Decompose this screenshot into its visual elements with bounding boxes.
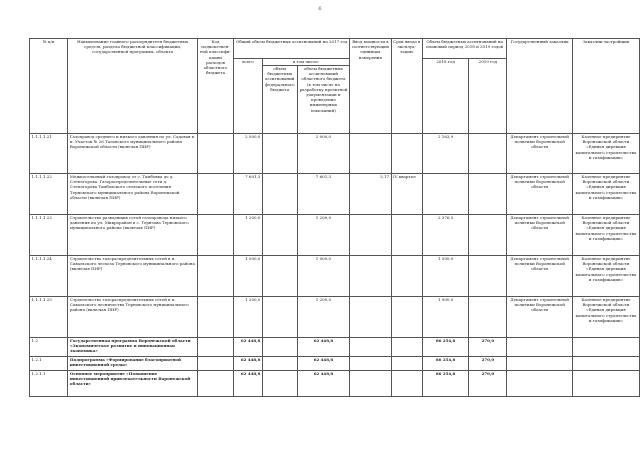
row-name: Подпрограмма «Формирование благоприятной инвестиционной среды»	[68, 357, 197, 371]
hdr-fed: объем бюджетных ассигнований федерального бюджета	[262, 66, 297, 134]
row-reg: 62 448,8	[297, 357, 350, 371]
row-fed	[262, 174, 297, 215]
row-reg: 7 601,3	[297, 174, 350, 215]
table-row	[30, 215, 640, 256]
hdr-capacity: Ввод мощности в соответствующих единицах измерения	[350, 39, 391, 134]
row-term	[391, 256, 422, 297]
row-code	[197, 371, 233, 397]
row-total: 62 448,8	[234, 338, 263, 357]
row-2018: 2 376,5	[422, 215, 469, 256]
row-number: 1.1.1.1.22	[30, 174, 68, 215]
row-customer	[507, 338, 573, 357]
row-capacity	[350, 256, 391, 297]
row-2019	[469, 297, 507, 338]
row-customer: Департамент строительной политики Воронежской области	[507, 215, 573, 256]
row-2019	[469, 174, 507, 215]
budget-table	[29, 38, 640, 397]
hdr-2019: 2019 год	[469, 59, 507, 134]
row-2019	[469, 215, 507, 256]
row-capacity	[350, 371, 391, 397]
table-row	[30, 256, 640, 297]
row-code	[197, 174, 233, 215]
row-total: 62 448,8	[234, 357, 263, 371]
row-name: Строительство газораспределительных сетей в п. Савальского лесхоза Терновского муниципального района (включая ПИР)	[68, 256, 197, 297]
row-term	[391, 134, 422, 174]
row-customer	[507, 371, 573, 397]
row-developer	[572, 371, 639, 397]
row-reg: 1 200,0	[297, 297, 350, 338]
hdr-total: всего	[234, 59, 263, 134]
row-term: IV квартал	[391, 174, 422, 215]
row-fed	[262, 256, 297, 297]
row-developer	[572, 338, 639, 357]
row-2018: 86 254,8	[422, 371, 469, 397]
row-2018: 1 900,0	[422, 297, 469, 338]
row-name: Основное мероприятие «Повышение инвестиционной привлекательности Воронежской области»	[68, 371, 197, 397]
row-developer: Казенное предприятие Воронежской области «Единая дирекция капитального строительства и газификации»	[572, 297, 639, 338]
row-total: 7 601,3	[234, 174, 263, 215]
hdr-developer: Заказчик-застройщик	[572, 39, 639, 134]
row-number: 1.2.1	[30, 357, 68, 371]
row-term	[391, 371, 422, 397]
row-name: Межпоселковый газопровод от с. Тамбовка до д. Стемзгорова. Газораспределительные сети д. Стемзгорова Тамбовского сельского поселения Терновского муниципального района Воронежской области (включая ПИР)	[68, 174, 197, 215]
row-code	[197, 357, 233, 371]
hdr-num: № п/п	[30, 39, 68, 134]
row-number: 1.2	[30, 338, 68, 357]
row-name: Государственная программа Воронежской области «Экономическое развитие и инновационная экономика»	[68, 338, 197, 357]
row-number: 1.1.1.1.25	[30, 297, 68, 338]
row-name: Газопровод среднего и низкого давления по ул. Садовая в п. Участок № 26 Таловского муниципального района Воронежской области (включая ПИР)	[68, 134, 197, 174]
hdr-customer: Государственный заказчик	[507, 39, 573, 134]
row-customer: Департамент строительной политики Воронежской области	[507, 134, 573, 174]
row-reg: 2 000,0	[297, 134, 350, 174]
row-total: 1 200,0	[234, 297, 263, 338]
row-customer: Департамент строительной политики Воронежской области	[507, 174, 573, 215]
row-developer: Казенное предприятие Воронежской области «Единая дирекция капитального строительства и газификации»	[572, 256, 639, 297]
row-number: 1.1.1.1.21	[30, 134, 68, 174]
row-total: 2 000,0	[234, 134, 263, 174]
row-reg: 1 200,0	[297, 215, 350, 256]
row-reg: 62 448,8	[297, 371, 350, 397]
table-row	[30, 357, 640, 371]
row-2019: 270,0	[469, 338, 507, 357]
row-number: 1.2.1.1	[30, 371, 68, 397]
table-row	[30, 174, 640, 215]
row-2019	[469, 134, 507, 174]
hdr-term: Срок ввода в эксплуа-тацию	[391, 39, 422, 134]
row-developer	[572, 357, 639, 371]
row-fed	[262, 357, 297, 371]
row-2019: 270,0	[469, 371, 507, 397]
row-code	[197, 297, 233, 338]
row-reg: 1 000,0	[297, 256, 350, 297]
row-customer: Департамент строительной политики Воронежской области	[507, 297, 573, 338]
table-row	[30, 371, 640, 397]
row-capacity	[350, 134, 391, 174]
row-2018	[422, 174, 469, 215]
row-code	[197, 338, 233, 357]
table-row	[30, 297, 640, 338]
row-term	[391, 297, 422, 338]
row-code	[197, 215, 233, 256]
row-2019	[469, 256, 507, 297]
row-customer: Департамент строительной политики Воронежской области	[507, 256, 573, 297]
page-number: 6	[318, 6, 322, 12]
row-2018: 2 163,9	[422, 134, 469, 174]
row-fed	[262, 297, 297, 338]
row-developer: Казенное предприятие Воронежской области «Единая дирекция капитального строительства и газификации»	[572, 215, 639, 256]
row-reg: 62 448,8	[297, 338, 350, 357]
table-row	[30, 134, 640, 174]
hdr-incl: в том числе:	[262, 59, 349, 66]
row-name: Строительство газораспределительных сетей в п. Савальского лесничества Терновского муниципального района (включая ПИР)	[68, 297, 197, 338]
row-code	[197, 256, 233, 297]
row-2018: 86 254,8	[422, 338, 469, 357]
hdr-total-group: Общий объем бюджетных ассигнований на 2017 год	[234, 39, 350, 59]
row-capacity	[350, 338, 391, 357]
row-capacity	[350, 297, 391, 338]
hdr-code: Код подвомствен-ной классифи-кации расходов областного бюджета	[197, 39, 233, 134]
row-fed	[262, 338, 297, 357]
row-developer: Казенное предприятие Воронежской области «Единая дирекция капитального строительства и газификации»	[572, 174, 639, 215]
row-total: 1 200,0	[234, 215, 263, 256]
row-fed	[262, 371, 297, 397]
hdr-reg: объем бюджетных ассигнований областного бюджета (в том числе на разработку проектной документации и проведение инженерных изысканий)	[297, 66, 350, 134]
hdr-2018: 2018 год	[422, 59, 469, 134]
row-2019: 270,0	[469, 357, 507, 371]
row-number: 1.1.1.1.23	[30, 215, 68, 256]
row-fed	[262, 134, 297, 174]
row-fed	[262, 215, 297, 256]
row-term	[391, 338, 422, 357]
row-total: 1 000,0	[234, 256, 263, 297]
row-2018: 86 254,8	[422, 357, 469, 371]
row-term	[391, 215, 422, 256]
row-number: 1.1.1.1.24	[30, 256, 68, 297]
row-2018: 1 500,0	[422, 256, 469, 297]
hdr-name: Наименование главного распорядителя бюджетных средств, раздела бюджетной классификации, государственной программы, объекта	[68, 39, 197, 134]
row-name: Строительство разводящих сетей газопровода низкого давления по ул. Микрорайон в с. Тернзова Терновского муниципального района (включая ПИР)	[68, 215, 197, 256]
row-code	[197, 134, 233, 174]
row-term	[391, 357, 422, 371]
row-capacity	[350, 215, 391, 256]
row-developer: Казенное предприятие Воронежской области «Единая дирекция капитального строительства и газификации»	[572, 134, 639, 174]
row-total: 62 448,8	[234, 371, 263, 397]
table-row	[30, 338, 640, 357]
row-capacity	[350, 357, 391, 371]
row-capacity: 5,17	[350, 174, 391, 215]
row-customer	[507, 357, 573, 371]
hdr-plan-group: Объем бюджетных ассигнований на плановый период 2018 и 2019 годов	[422, 39, 507, 59]
